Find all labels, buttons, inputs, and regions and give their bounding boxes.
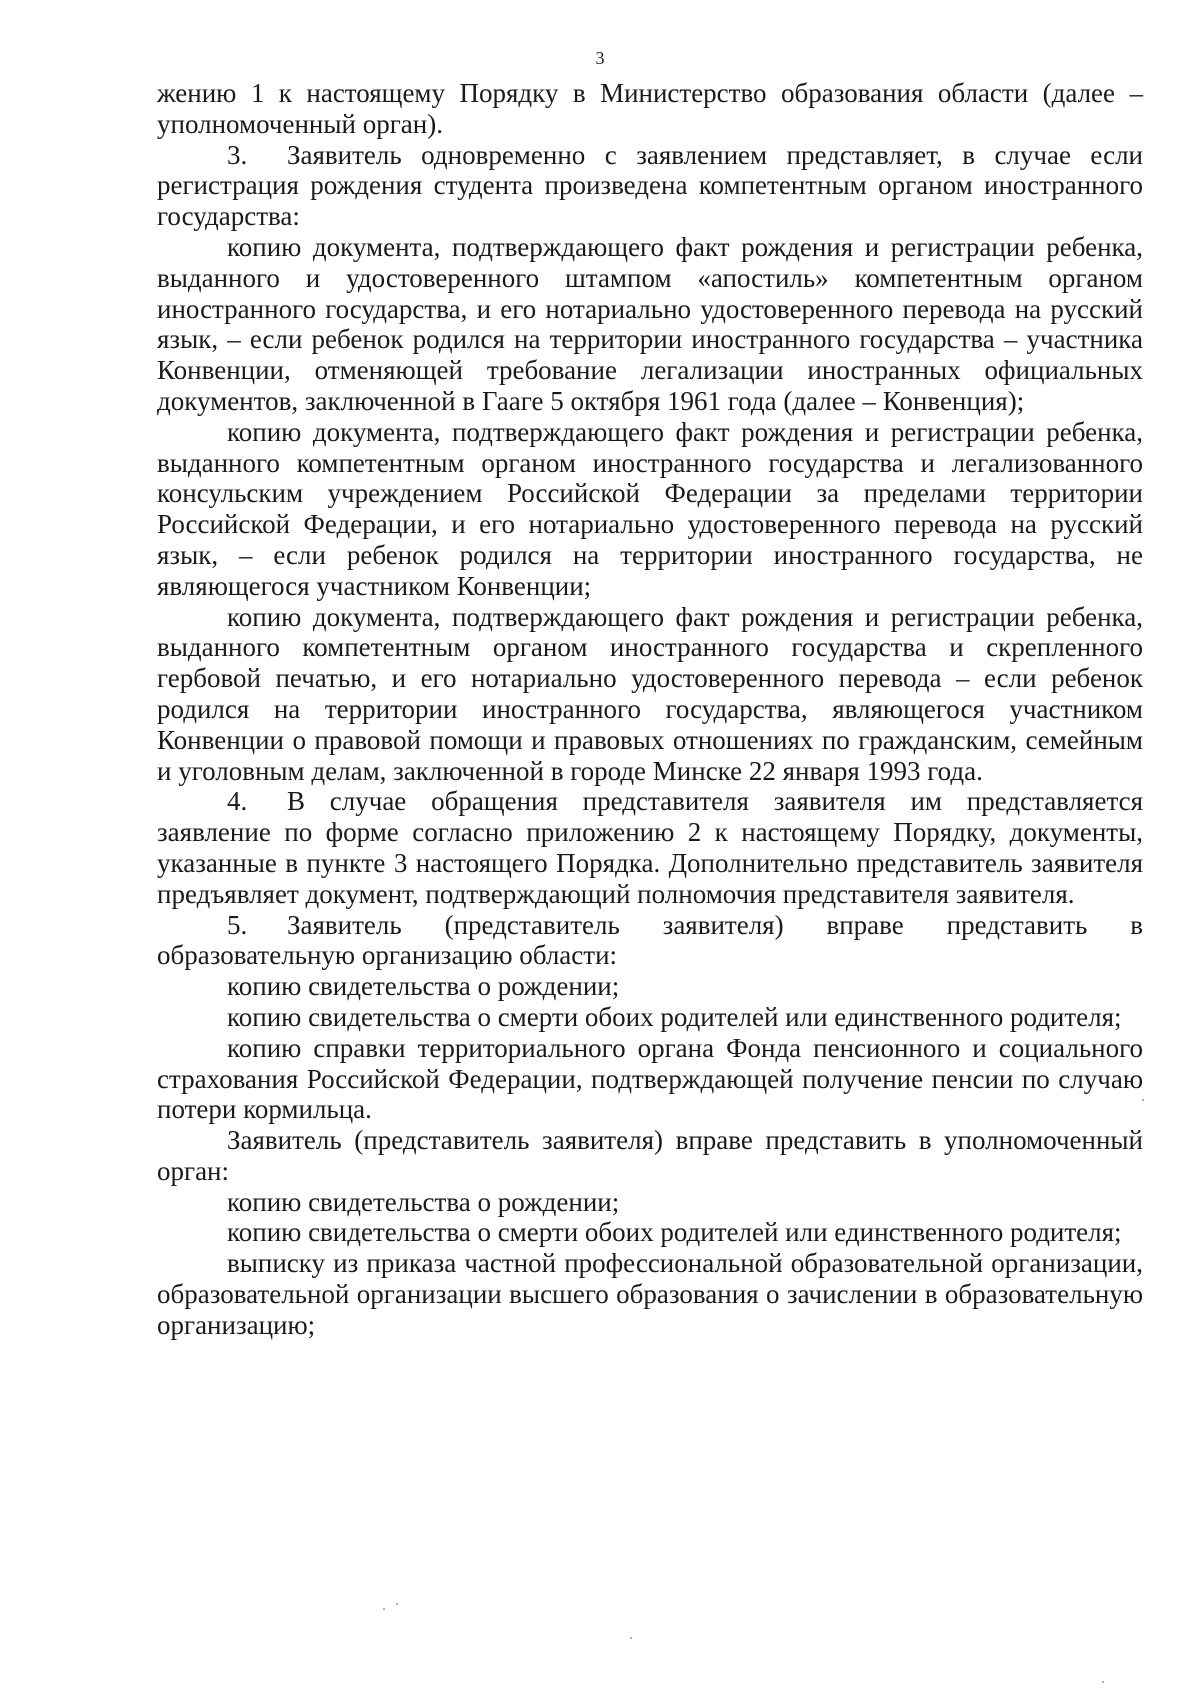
paragraph-continuation: жению 1 к настоящему Порядку в Министерство образования области (далее – уполномоченный орган). xyxy=(157,78,1143,139)
item-number: 5. xyxy=(227,909,248,940)
scan-speck xyxy=(383,1608,385,1610)
list-item: копию свидетельства о рождении; xyxy=(227,1186,620,1217)
paragraph-item-5 xyxy=(157,910,1143,972)
scan-speck xyxy=(1102,1681,1104,1683)
paragraph-legalized: копию документа, подтверждающего факт рождения и регистрации ребенка, выданного компетентным органом иностранного государства и легализованного консульским учреждением Российской Федерации за пределами территории Российской Федерации, и его нотариально удостоверенного перевода на русский язык, – если ребенок родился на территории иностранного государства, не являющегося участником Конвенции; xyxy=(157,416,1143,601)
scan-speck xyxy=(1142,1099,1144,1101)
paragraph-text: Заявитель одновременно с заявлением представляет, в случае если регистрация рождения студента произведена компетентным органом иностранного государства: xyxy=(157,139,1143,232)
list-item: копию свидетельства о рождении; xyxy=(227,971,620,1002)
paragraph-authorized-body: Заявитель (представитель заявителя) вправе представить в уполномоченный орган: xyxy=(157,1125,1143,1186)
document-body xyxy=(157,78,1143,1341)
list-item: выписку из приказа частной профессиональной образовательной организации, образовательной организации высшего образования о зачислении в образовательную организацию; xyxy=(157,1248,1143,1340)
paragraph-text: В случае обращения представителя заявителя им представляется заявление по форме согласно приложению 2 к настоящему Порядку, документы, указанные в пункте 3 настоящего Порядка. Дополнительно представитель заявителя предъявляет документ, подтверждающий полномочия представителя заявителя. xyxy=(157,786,1143,909)
list-item: копию справки территориального органа Фонда пенсионного и социального страхования Российской Федерации, подтверждающей получение пенсии по случаю потери кормильца. xyxy=(157,1032,1143,1125)
list-item: копию свидетельства о смерти обоих родителей или единственного родителя; xyxy=(227,1217,1122,1248)
item-number: 3. xyxy=(227,139,248,170)
paragraph-apostille: копию документа, подтверждающего факт рождения и регистрации ребенка, выданного и удостоверенного штампом «апостиль» компетентным органом иностранного государства, и его нотариально удостоверенного перевода на русский язык, – если ребенок родился на территории иностранного государства – участника Конвенции, отменяющей требование легализации иностранных официальных документов, заключенной в Гааге 5 октября 1961 года (далее – Конвенция); xyxy=(157,231,1143,416)
scan-speck xyxy=(396,1603,398,1605)
paragraph-minsk-convention: копию документа, подтверждающего факт рождения и регистрации ребенка, выданного компетентным органом иностранного государства и скрепленного гербовой печатью, и его нотариально удостоверенного перевода – если ребенок родился на территории иностранного государства, являющегося участником Конвенции о правовой помощи и правовых отношениях по гражданским, семейным и уголовным делам, заключенной в городе Минске 22 января 1993 года. xyxy=(157,601,1143,786)
page-number: 3 xyxy=(595,48,605,68)
scan-speck xyxy=(630,1637,632,1639)
paragraph-item-4 xyxy=(157,786,1143,909)
paragraph-text: Заявитель (представитель заявителя) вправе представить в образовательную организацию области: xyxy=(157,909,1143,971)
list-item: копию свидетельства о смерти обоих родителей или единственного родителя; xyxy=(227,1001,1122,1032)
paragraph-item-3 xyxy=(157,140,1143,232)
item-number: 4. xyxy=(227,786,248,817)
